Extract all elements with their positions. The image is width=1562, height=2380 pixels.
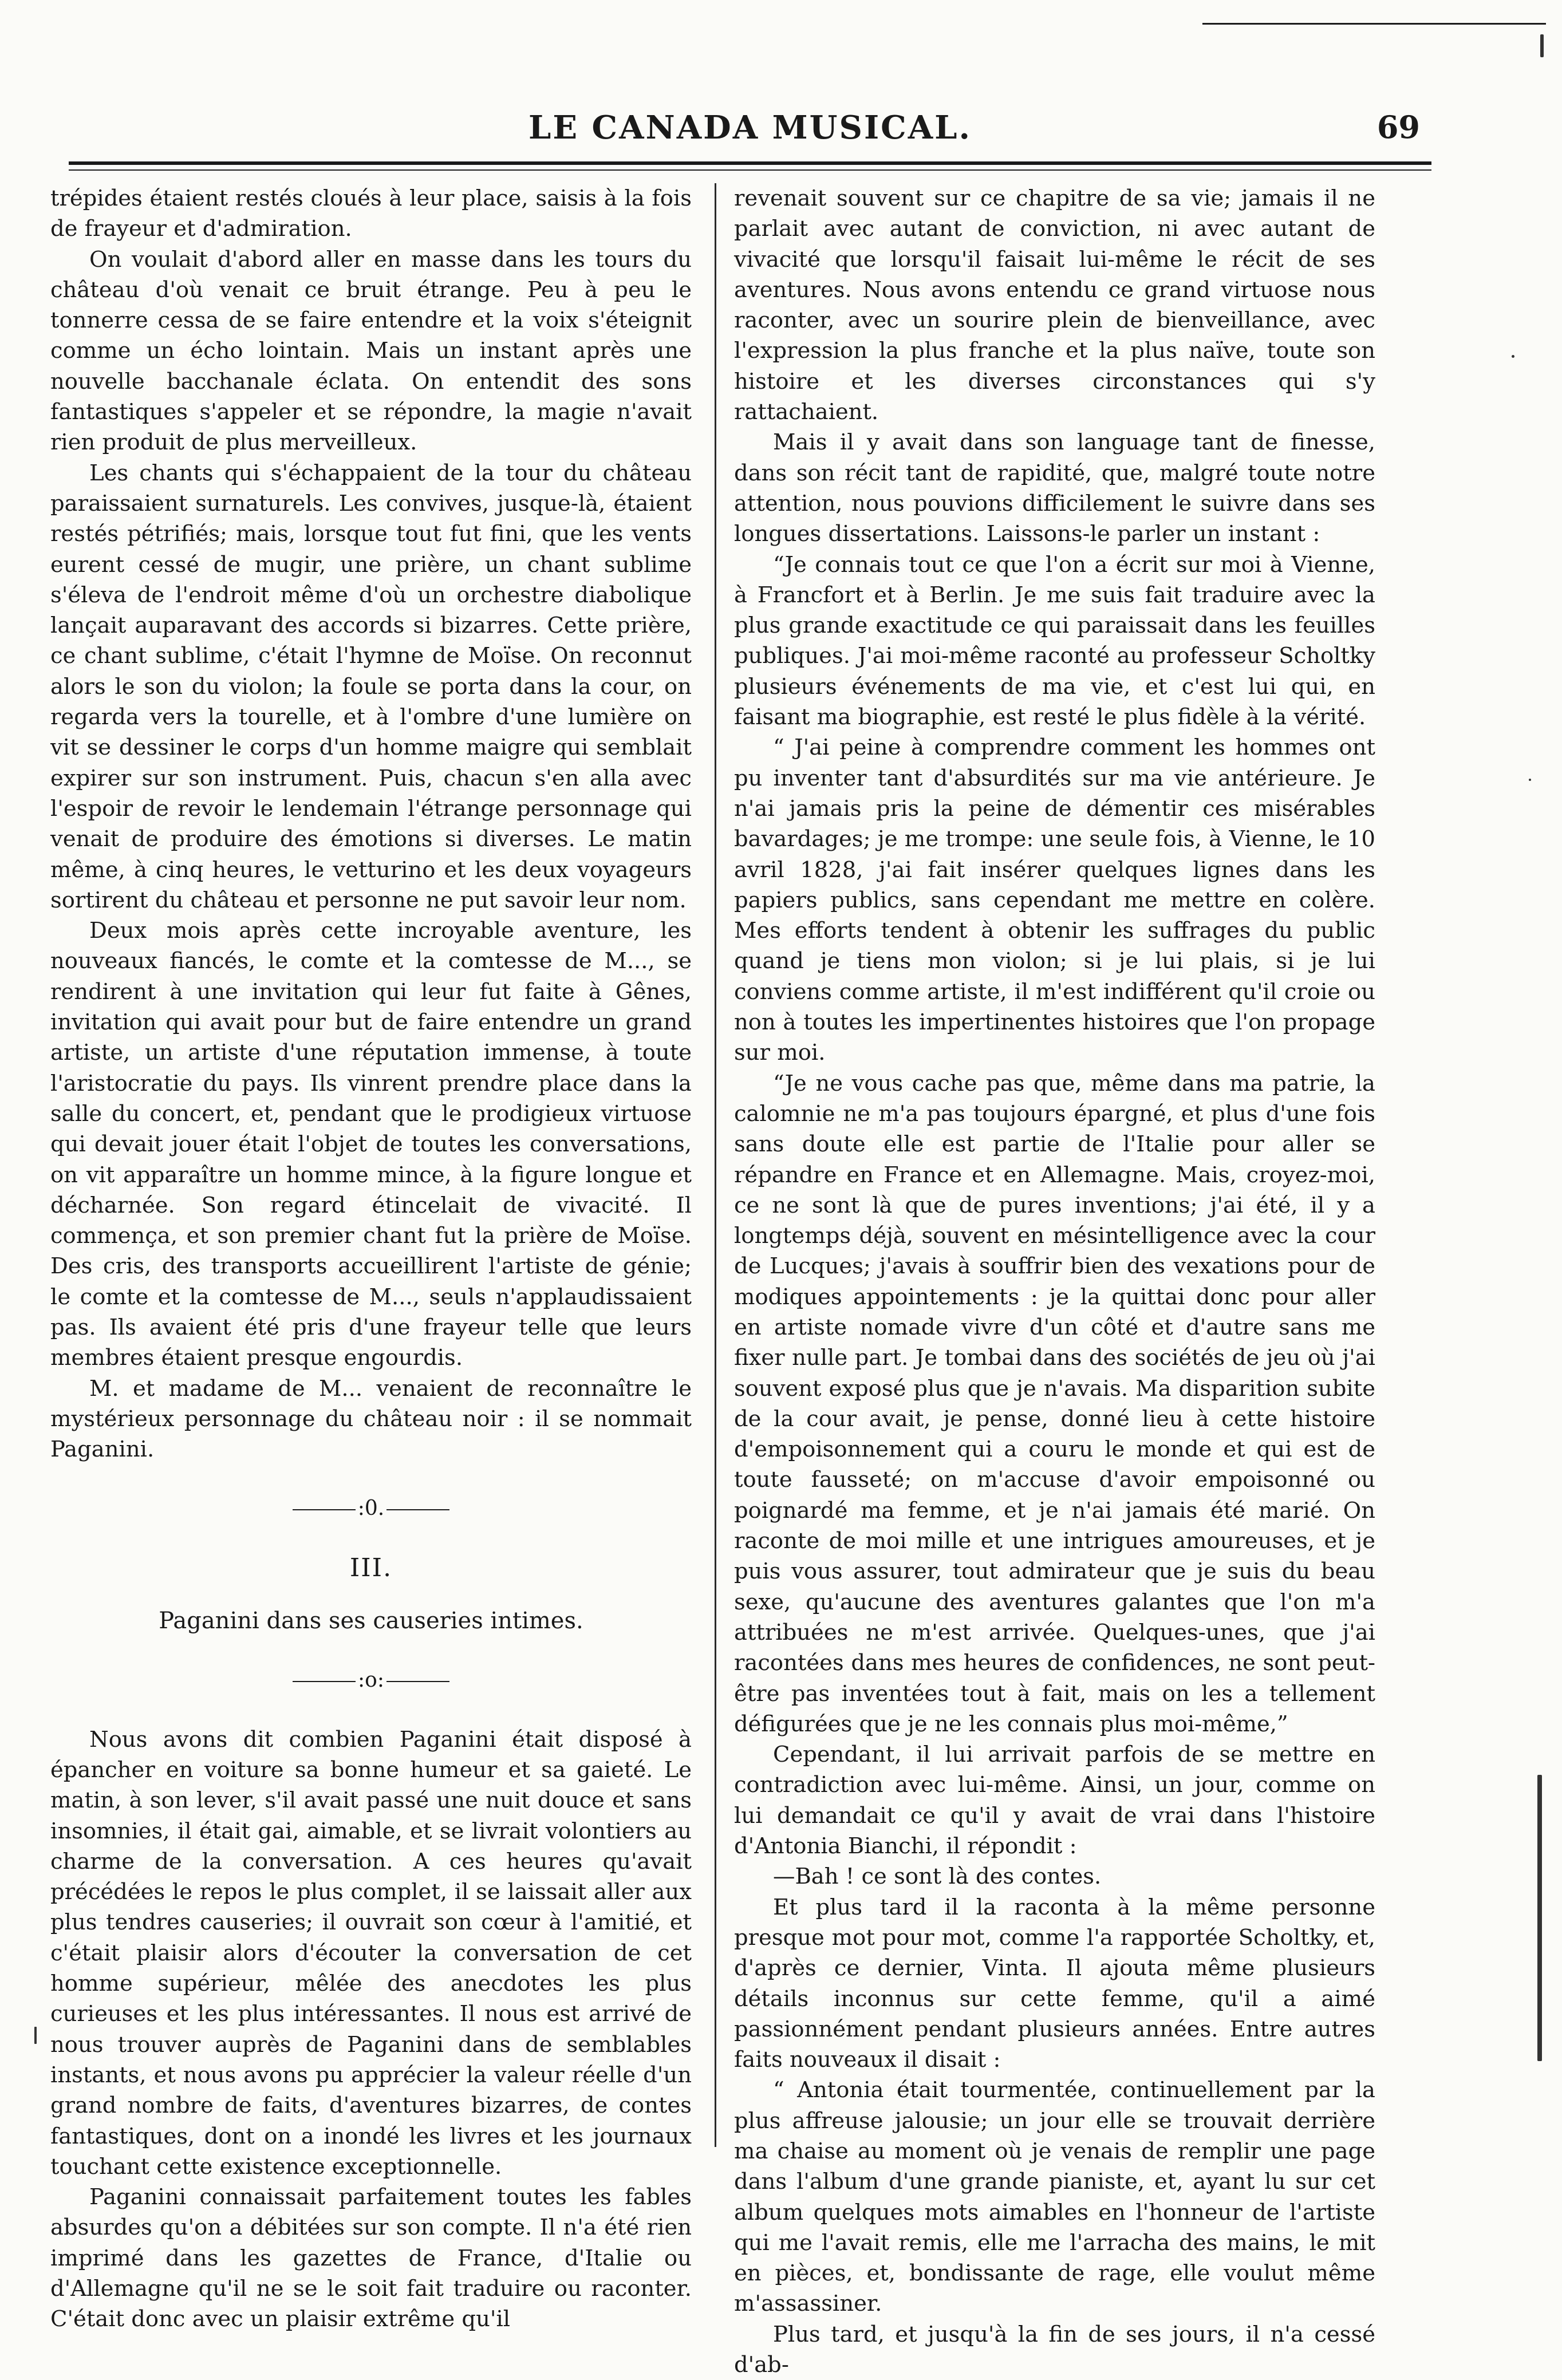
print-speck	[34, 2027, 37, 2044]
top-rule	[1202, 23, 1546, 25]
paragraph: Cependant, il lui arrivait parfois de se mettre en contradiction avec lui-même. Ainsi, un jour, comme on lui demandait ce qu'il y avait de vrai dans l'histoire d'Antonia Bianchi, il répondit :	[734, 1742, 1375, 1860]
print-speck	[1512, 355, 1514, 358]
separator-mark: :0.	[357, 1497, 385, 1521]
paragraph: Et plus tard il la raconta à la même personne presque mot pour mot, comme l'a rapportée Scholtky, et, d'après ce dernier, Vinta. Il ajouta même plusieurs détails inconnus sur cette femme, qu'il a aimé passionnément pendant plusieurs années. Entre autres faits nouveaux il disait :	[734, 1894, 1375, 2073]
paragraph: Deux mois après cette incroyable aventure, les nouveaux fiancés, le comte et la comtesse de M..., se rendirent à une invitation qui leur fut faite à Gênes, invitation qui avait pour but de faire entendre un grand artiste, un artiste d'une réputation immense, à toute l'aristocratie du pays. Ils vinrent prendre place dans la salle du concert, et, pendant que le prodigieux virtuose qui devait jouer était l'objet de toutes les conversations, on vit apparaître un homme mince, à la figure longue et décharnée. Son regard étincelait de vivacité. Il commença, et son premier chant fut la prière de Moïse. Des cris, des transports accueillirent l'artiste de génie; le comte et la comtesse de M..., seuls n'applaudissaient pas. Ils avaient été pris d'une frayeur telle que leurs membres étaient presque engourdis.	[50, 918, 692, 1371]
right-column	[734, 183, 1375, 2378]
page-header	[69, 106, 1431, 152]
paragraph: “ Antonia était tourmentée, continuellement par la plus affreuse jalousie; un jour elle se trouvait derrière ma chaise au moment où je venais de remplir une page dans l'album d'une grande pianiste, et, ayant lu sur cet album quelques mots aimables en l'honneur de l'artiste qui me l'avait remis, elle me l'arracha des mains, le mit en pièces, et, bondissante de rage, elle voulut même m'assassiner.	[734, 2077, 1375, 2317]
column-divider	[715, 183, 716, 2147]
separator-rule	[293, 1681, 356, 1682]
paragraph: trépides étaient restés cloués à leur place, saisis à la fois de frayeur et d'admiration.	[50, 185, 692, 242]
left-column	[50, 183, 692, 2332]
header-rule-thin	[69, 169, 1431, 171]
page-number: 69	[1376, 109, 1420, 145]
paragraph: “Je ne vous cache pas que, même dans ma patrie, la calomnie ne m'a pas toujours épargné, et plus d'une fois sans doute elle est partie de l'Italie pour aller se répandre en France et en Allemagne. Mais, croyez-moi, ce ne sont là que de pures inventions; j'ai été, il y a longtemps déjà, souvent en mésintelligence avec la cour de Lucques; j'avais à souffrir bien des vexations pour de modiques appointements : je la quittai donc pour aller en artiste nomade vivre d'un côté et d'autre sans me fixer nulle part. Je tombai dans des sociétés de jeu où j'ai souvent exposé plus que je n'avais. Ma disparition subite de la cour avait, je pense, donné lieu à cette histoire d'empoisonnement qui a couru le monde et qui est de toute fausseté; on m'accuse d'avoir empoisonné ou poignardé ma femme, et je n'ai jamais été marié. On raconte de moi mille et une intrigues amoureuses, et je puis vous assurer, tout admirateur que je suis du beau sexe, qu'aucune des aventures galantes que l'on m'a attribuées ne m'est arrivée. Quelques-unes, que j'ai racontées dans mes heures de confidences, ne sont peut-être pas inventées tout à fait, mais on les a tellement défigurées que je ne les connais plus moi-même,”	[734, 1070, 1375, 1737]
separator-rule	[293, 1509, 356, 1510]
section-separator	[50, 1665, 692, 1695]
separator-rule	[386, 1681, 449, 1682]
paragraph: M. et madame de M... venaient de reconnaître le mystérieux personnage du château noir : il se nommait Paganini.	[50, 1375, 692, 1463]
paragraph: Paganini connaissait parfaitement toutes les fables absurdes qu'on a débitées sur son compte. Il n'a été rien imprimé dans les gazettes de France, d'Italie ou d'Allemagne qu'il ne se le soit fait traduire ou raconter. C'était donc avec un plaisir extrême qu'il	[50, 2184, 692, 2332]
print-speck	[1529, 779, 1531, 781]
paragraph: “ J'ai peine à comprendre comment les hommes ont pu inventer tant d'absurdités sur ma vie antérieure. Je n'ai jamais pris la peine de démentir ces misérables bavardages; je me trompe: une seule fois, à Vienne, le 10 avril 1828, j'ai fait insérer quelques lignes dans les papiers publics, sans cependant me mettre en colère. Mes efforts tendent à obtenir les suffrages du public quand je tiens mon violon; si je lui plais, si je lui conviens comme artiste, il m'est indifférent qu'il croie ou non à toutes les impertinentes histoires que l'on propage sur moi.	[734, 735, 1375, 1066]
paragraph: Mais il y avait dans son language tant de finesse, dans son récit tant de rapidité, que, malgré toute notre attention, nous pouvions difficilement le suivre dans ses longues dissertations. Laissons-le parler un instant :	[734, 429, 1375, 547]
paragraph: On voulait d'abord aller en masse dans les tours du château d'où venait ce bruit étrange. Peu à peu le tonnerre cessa de se faire entendre et la voix s'éteignit comme un écho lointain. Mais un instant après une nouvelle bacchanale éclata. On entendit des sons fantastiques s'appeler et se répondre, la magie n'avait rien produit de plus merveilleux.	[50, 246, 692, 456]
header-rule-thick	[69, 161, 1431, 165]
section-title: Paganini dans ses causeries intimes.	[159, 1608, 583, 1635]
paragraph: revenait souvent sur ce chapitre de sa vie; jamais il ne parlait avec autant de conviction, ni avec autant de vivacité que lorsqu'il faisait lui-même le récit de ses aventures. Nous avons entendu ce grand virtuose nous raconter, avec un sourire plein de bienveillance, avec l'expression la plus franche et la plus naïve, toute son histoire et les diverses circonstances qui s'y rattachaient.	[734, 185, 1375, 425]
running-title: LE CANADA MUSICAL.	[528, 109, 972, 147]
paragraph: Plus tard, et jusqu'à la fin de ses jours, il n'a cessé d'ab-	[734, 2321, 1375, 2378]
paragraph: “Je connais tout ce que l'on a écrit sur moi à Vienne, à Francfort et à Berlin. Je me suis fait traduire avec la plus grande exactitude ce qui paraissait dans les feuilles publiques. J'ai moi-même raconté au professeur Scholtky plusieurs événements de ma vie, et c'est lui qui, en faisant ma biographie, est resté le plus fidèle à la vérité.	[734, 551, 1375, 731]
print-speck	[1537, 1775, 1542, 2061]
section-number: III.	[349, 1553, 393, 1582]
separator-rule	[386, 1509, 449, 1510]
print-speck	[1540, 34, 1544, 57]
paragraph: Nous avons dit combien Paganini était disposé à épancher en voiture sa bonne humeur et sa gaieté. Le matin, à son lever, s'il avait passé une nuit douce et sans insomnies, il était gai, aimable, et se livrait volontiers au charme de la conversation. A ces heures qu'avait précédées le repos le plus complet, il se laissait aller aux plus tendres causeries; il ouvrait son cœur à l'amitié, et c'était plaisir alors d'écouter la conversation de cet homme supérieur, mêlée des anecdotes les plus curieuses et les plus intéressantes. Il nous est arrivé de nous trouver auprès de Paganini dans de semblables instants, et nous avons pu apprécier la valeur réelle d'un grand nombre de faits, d'aventures bizarres, de contes fantastiques, dont on a inondé les livres et les journaux touchant cette existence exceptionnelle.	[50, 1726, 692, 2180]
separator-mark: :o:	[358, 1668, 384, 1692]
paragraph: Les chants qui s'échappaient de la tour du château paraissaient surnaturels. Les convives, jusque-là, étaient restés pétrifiés; mais, lorsque tout fut fini, que les vents eurent cessé de mugir, une prière, un chant sublime s'éleva de l'endroit même d'où un orchestre diabolique lançait auparavant des accords si bizarres. Cette prière, ce chant sublime, c'était l'hymne de Moïse. On reconnut alors le son du violon; la foule se porta dans la cour, on regarda vers la tourelle, et à l'ombre d'une lumière on vit se dessiner le corps d'un homme maigre qui semblait expirer sur son instrument. Puis, chacun s'en alla avec l'espoir de revoir le lendemain l'étrange personnage qui venait de produire des émotions si diverses. Le matin même, à cinq heures, le vetturino et les deux voyageurs sortirent du château et personne ne put savoir leur nom.	[50, 460, 692, 913]
paragraph: —Bah ! ce sont là des contes.	[773, 1864, 1102, 1890]
section-separator	[50, 1493, 692, 1523]
